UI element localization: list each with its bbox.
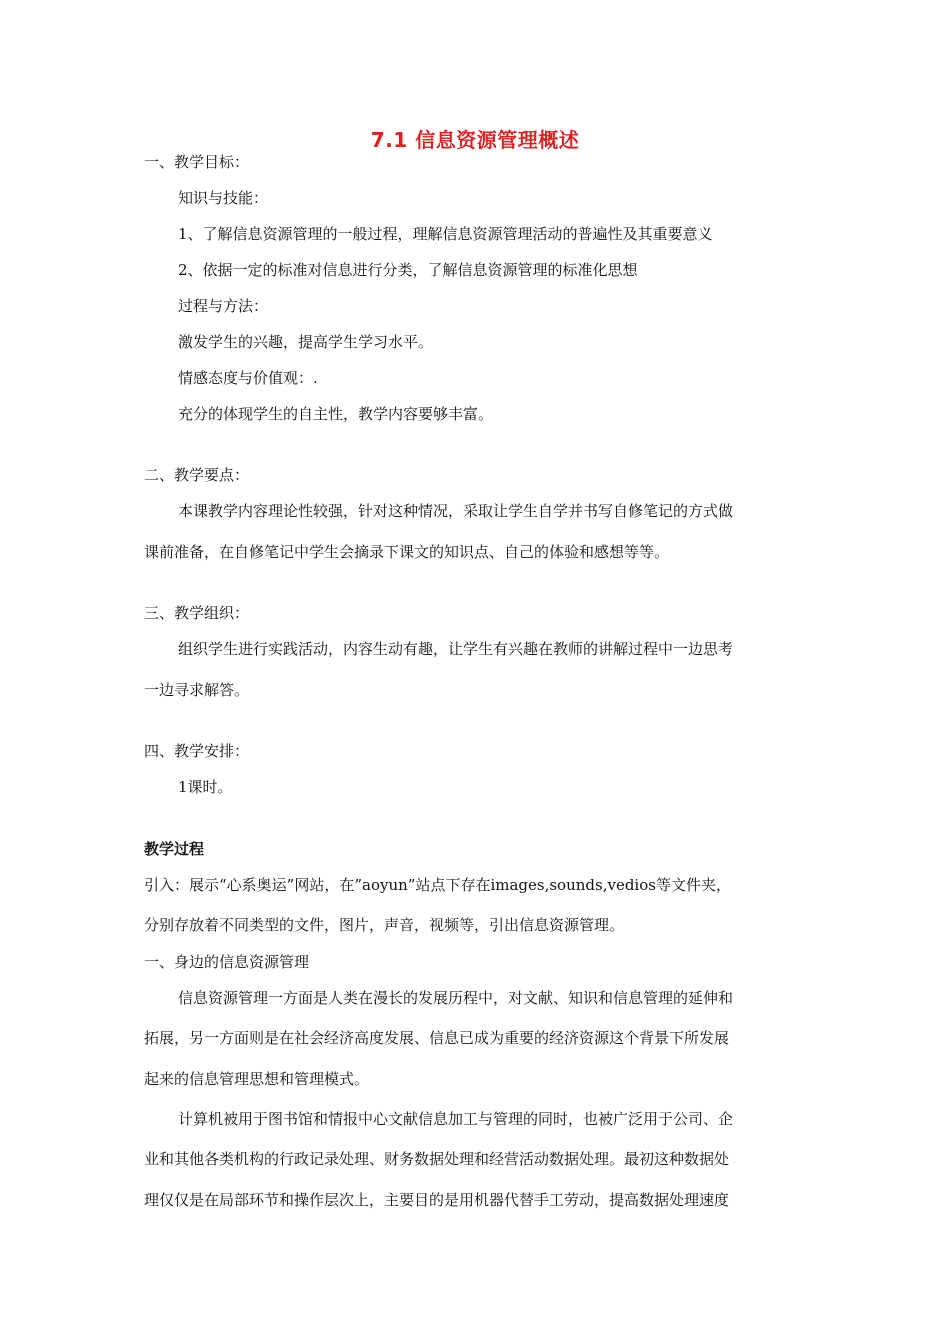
subheading-knowledge-skills: 知识与技能： bbox=[178, 189, 269, 207]
arrangement-text: 1课时。 bbox=[178, 778, 233, 796]
subheading-process-methods: 过程与方法： bbox=[178, 297, 269, 315]
section-heading-arrangement: 四、教学安排： bbox=[144, 742, 250, 760]
objective-item-2: 2、依据一定的标准对信息进行分类，了解信息资源管理的标准化思想 bbox=[178, 261, 638, 279]
process-text: 激发学生的兴趣，提高学生学习水平。 bbox=[178, 333, 434, 351]
paragraph-1-line-2: 拓展，另一方面则是在社会经济高度发展、信息已成为重要的经济资源这个背景下所发展 bbox=[144, 1029, 730, 1047]
section-heading-organization: 三、教学组织： bbox=[144, 604, 250, 622]
paragraph-2-line-3: 理仅仅是在局部环节和操作层次上，主要目的是用机器代替手工劳动，提高数据处理速度 bbox=[144, 1191, 730, 1209]
section-heading-objectives: 一、教学目标： bbox=[144, 153, 250, 171]
section-heading-key-points: 二、教学要点： bbox=[144, 466, 250, 484]
page-title: 7.1 信息资源管理概述 bbox=[370, 128, 580, 152]
objective-item-1: 1、了解信息资源管理的一般过程，理解信息资源管理活动的普遍性及其重要意义 bbox=[178, 225, 713, 243]
heading-teaching-process: 教学过程 bbox=[144, 840, 205, 858]
key-points-text-line-2: 课前准备，在自修笔记中学生会摘录下课文的知识点、自己的体验和感想等等。 bbox=[144, 543, 670, 561]
key-points-text-line-1: 本课教学内容理论性较强，针对这种情况，采取让学生自学并书写自修笔记的方式做 bbox=[178, 502, 734, 520]
paragraph-2-line-1: 计算机被用于图书馆和情报中心文献信息加工与管理的同时，也被广泛用于公司、企 bbox=[178, 1110, 734, 1128]
paragraph-2-line-2: 业和其他各类机构的行政记录处理、财务数据处理和经营活动数据处理。最初这种数据处 bbox=[144, 1150, 730, 1168]
subheading-attitude-values: 情感态度与价值观：. bbox=[178, 369, 318, 387]
paragraph-1-line-3: 起来的信息管理思想和管理模式。 bbox=[144, 1070, 370, 1088]
paragraph-1-line-1: 信息资源管理一方面是人类在漫长的发展历程中，对文献、知识和信息管理的延伸和 bbox=[178, 989, 734, 1007]
intro-text-line-2: 分别存放着不同类型的文件，图片，声音，视频等，引出信息资源管理。 bbox=[144, 916, 625, 934]
organization-text-line-2: 一边寻求解答。 bbox=[144, 681, 250, 699]
intro-text-line-1: 引入：展示“心系奥运”网站，在”aoyun”站点下存在images,sounds,vedios等文件夹， bbox=[144, 876, 731, 894]
attitude-text: 充分的体现学生的自主性，教学内容要够丰富。 bbox=[178, 405, 494, 423]
organization-text-line-1: 组织学生进行实践活动，内容生动有趣，让学生有兴趣在教师的讲解过程中一边思考 bbox=[178, 640, 734, 658]
subsection-heading-info-resource: 一、身边的信息资源管理 bbox=[144, 953, 310, 971]
